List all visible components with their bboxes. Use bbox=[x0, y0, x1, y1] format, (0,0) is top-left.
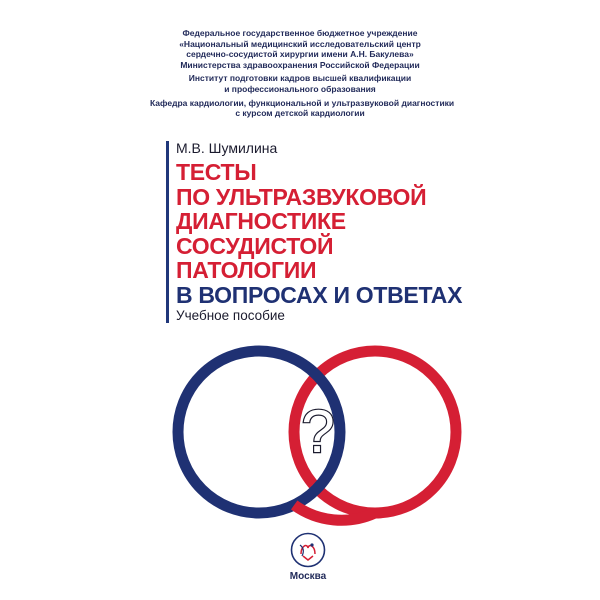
institution-line: сердечно-сосудистой хирургии имени А.Н. Бакулева» bbox=[186, 49, 414, 60]
title-line: ПАТОЛОГИИ bbox=[176, 257, 317, 283]
question-mark: ? bbox=[301, 398, 335, 465]
title-line: В ВОПРОСАХ И ОТВЕТАХ bbox=[176, 281, 463, 308]
title-line: ПО УЛЬТРАЗВУКОВОЙ bbox=[176, 183, 427, 210]
publisher-city: Москва bbox=[289, 571, 327, 582]
institution-line: «Национальный медицинский исследовательский центр bbox=[179, 38, 421, 49]
title-line: ТЕСТЫ bbox=[176, 159, 257, 185]
book-subtitle: Учебное пособие bbox=[176, 308, 285, 323]
publisher-logo-icon bbox=[290, 532, 326, 568]
title-line: СОСУДИСТОЙ bbox=[176, 232, 334, 259]
institute-line: и профессионального образования bbox=[224, 83, 376, 94]
department-line: с курсом детской кардиологии bbox=[235, 108, 365, 119]
department-line: Кафедра кардиологии, функциональной и ультразвуковой диагностики bbox=[150, 97, 455, 108]
institution-line: Министерства здравоохранения Российской Федерации bbox=[180, 59, 420, 70]
author-name: М.В. Шумилина bbox=[176, 140, 278, 156]
institute-line: Институт подготовки кадров высшей квалификации bbox=[188, 73, 412, 84]
title-line: ДИАГНОСТИКЕ bbox=[176, 208, 346, 234]
institution-line: Федеральное государственное бюджетное учреждение bbox=[182, 28, 418, 38]
